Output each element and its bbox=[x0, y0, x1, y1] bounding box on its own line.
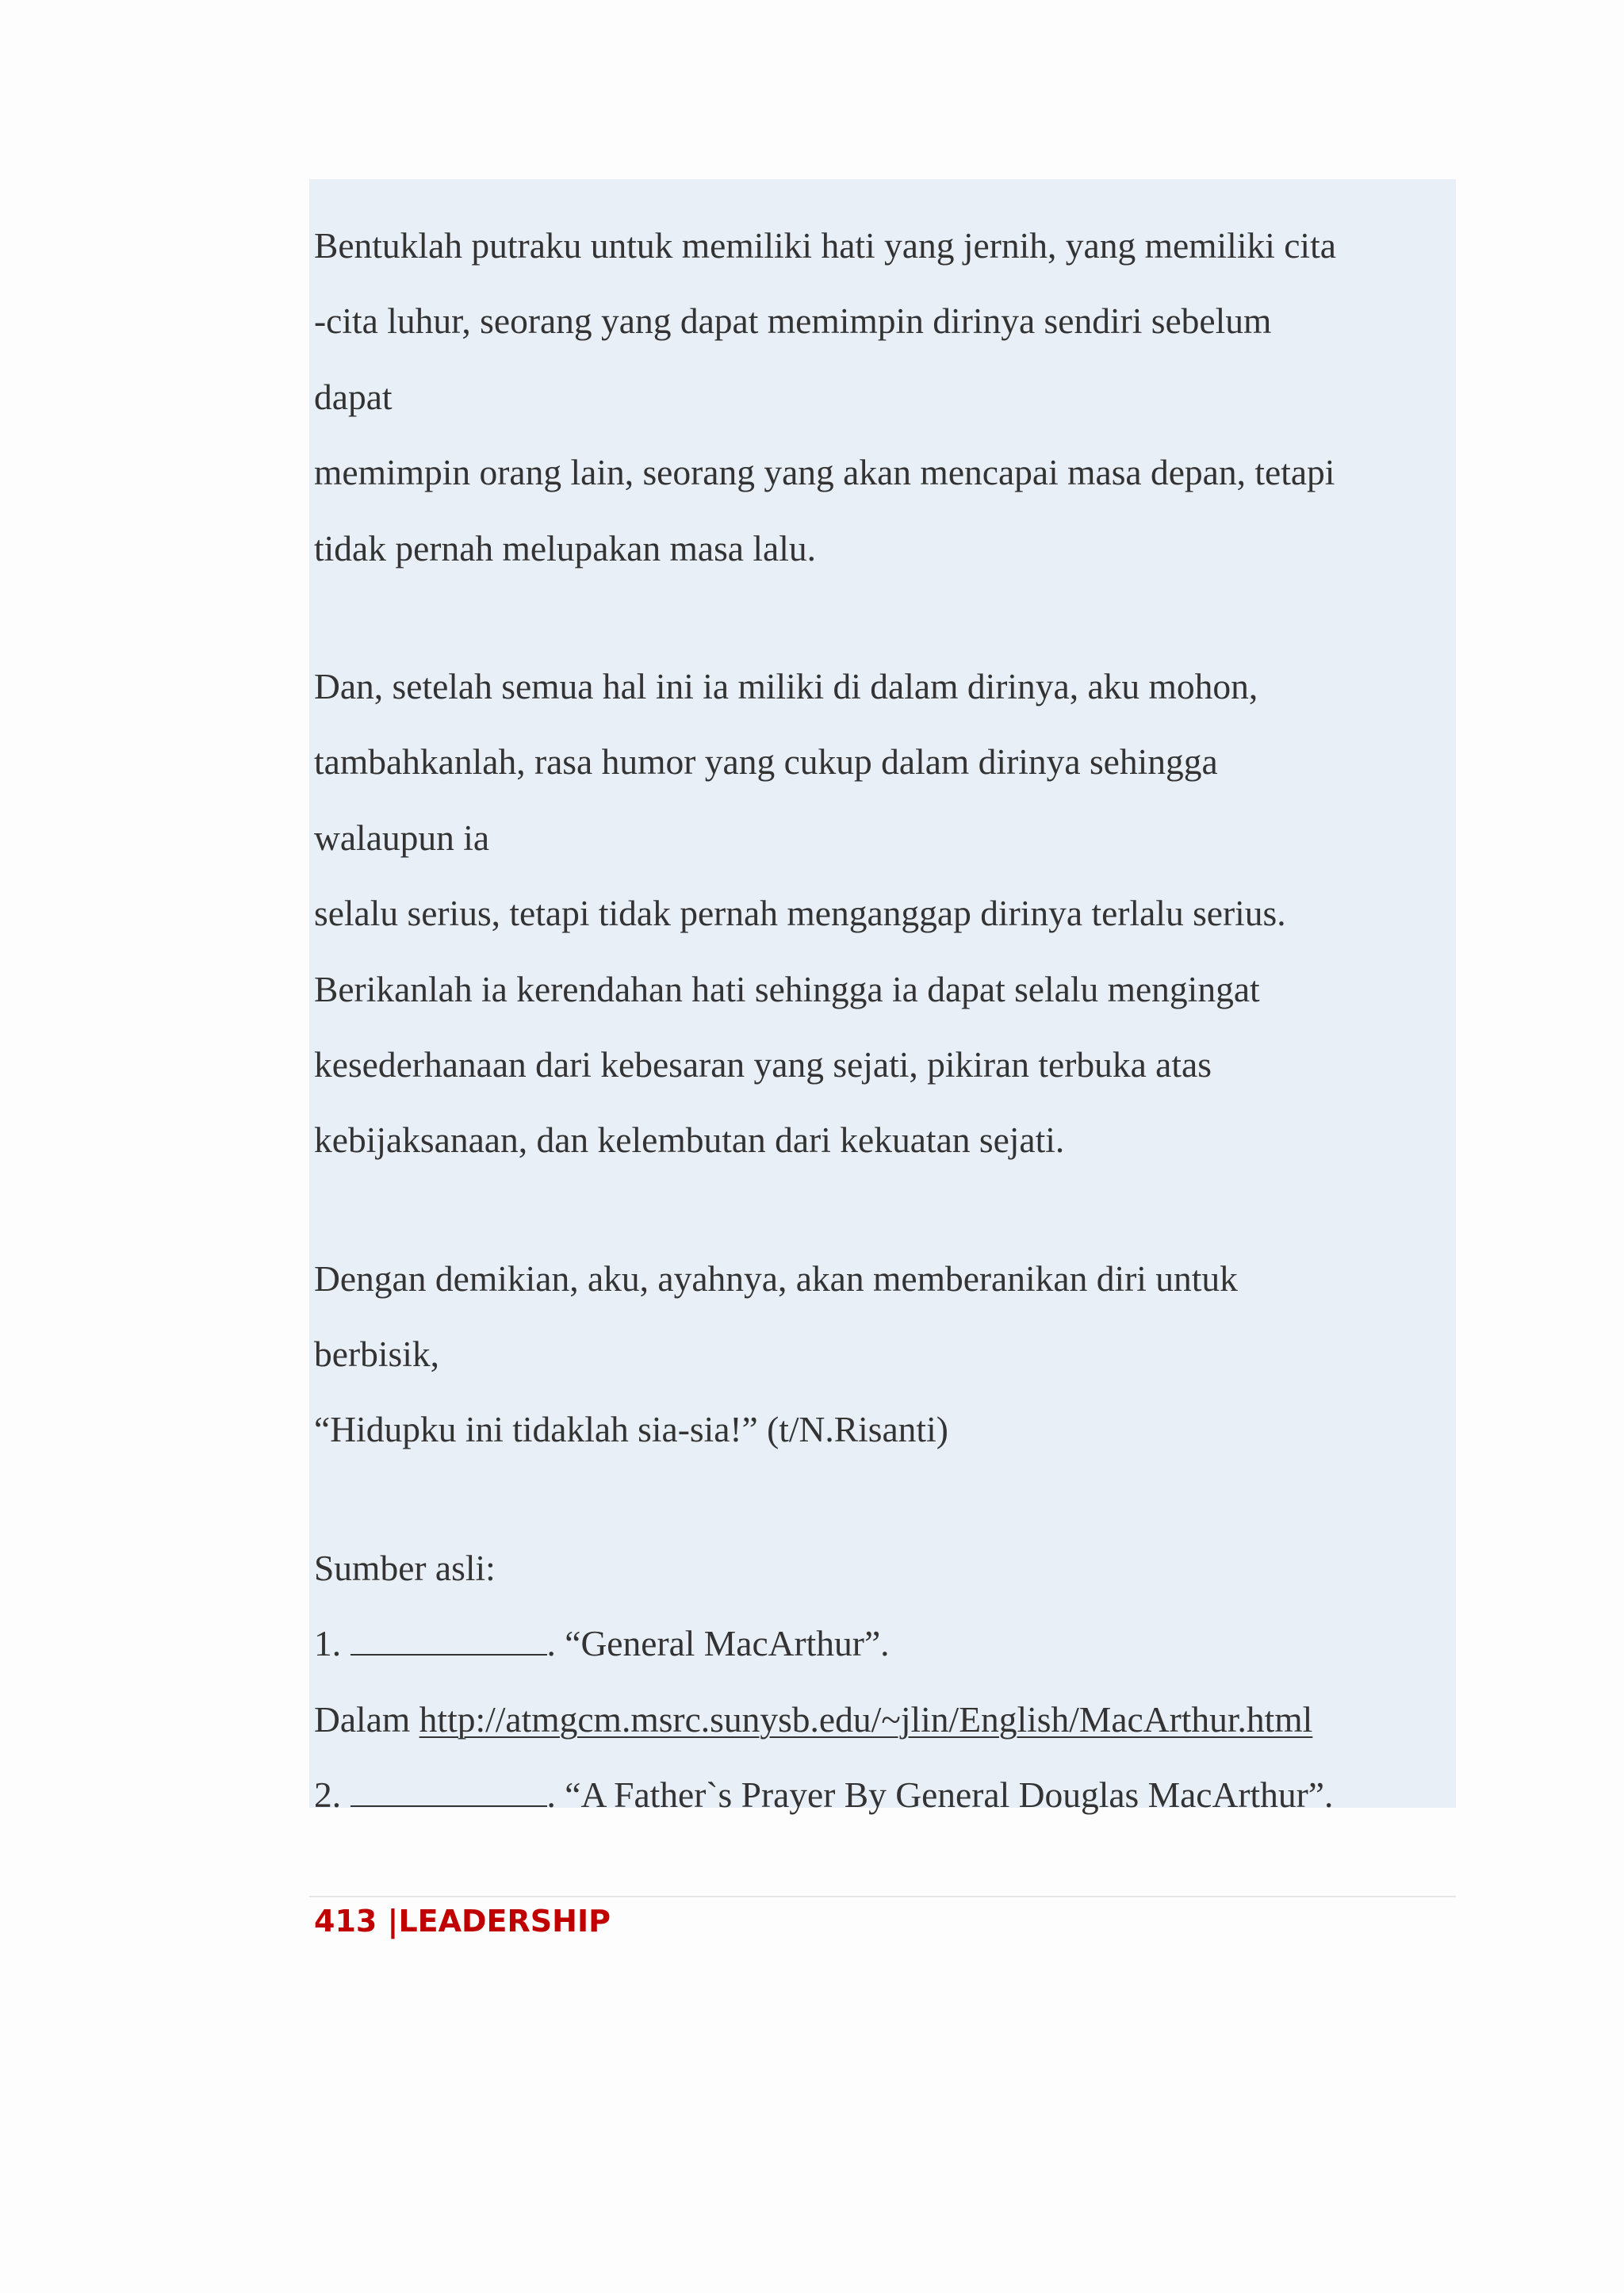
text-line: memimpin orang lain, seorang yang akan mencapai masa depan, tetapi bbox=[314, 452, 1335, 493]
text-line: selalu serius, tetapi tidak pernah menganggap dirinya terlalu serius. bbox=[314, 893, 1286, 934]
text-line: “Hidupku ini tidaklah sia-sia!” (t/N.Risanti) bbox=[314, 1409, 948, 1450]
paragraph-3 bbox=[314, 1241, 1456, 1468]
source-number: 1. bbox=[314, 1623, 342, 1664]
footer-divider bbox=[309, 1896, 1456, 1897]
paragraph-gap bbox=[314, 1468, 1456, 1530]
paragraph-gap bbox=[314, 586, 1456, 649]
footer-section-title: LEADERSHIP bbox=[398, 1904, 611, 1939]
author-blank bbox=[350, 1630, 547, 1656]
text-line: tambahkanlah, rasa humor yang cukup dalam dirinya sehingga bbox=[314, 741, 1218, 783]
sources-heading: Sumber asli: bbox=[314, 1547, 496, 1588]
text-line: Berikanlah ia kerendahan hati sehingga ia dapat selalu mengingat bbox=[314, 968, 1260, 1009]
page-number: 413 bbox=[314, 1904, 377, 1939]
document-body bbox=[314, 208, 1456, 1832]
text-line: kebijaksanaan, dan kelembutan dari kekuatan sejati. bbox=[314, 1120, 1065, 1161]
text-line: Dan, setelah semua hal ini ia miliki di dalam dirinya, aku mohon, bbox=[314, 665, 1258, 706]
author-blank bbox=[350, 1782, 547, 1807]
text-line: berbisik, bbox=[314, 1334, 439, 1375]
source-title: . “General MacArthur”. bbox=[546, 1623, 890, 1664]
source-title: . “A Father`s Prayer By General Douglas MacArthur”. bbox=[546, 1774, 1334, 1816]
paragraph-gap bbox=[314, 1178, 1456, 1241]
source-link-prefix: Dalam bbox=[314, 1698, 419, 1740]
paragraph-2 bbox=[314, 649, 1456, 1178]
text-line: -cita luhur, seorang yang dapat memimpin dirinya sendiri sebelum bbox=[314, 301, 1272, 342]
text-line: dapat bbox=[314, 376, 393, 417]
text-line: walaupun ia bbox=[314, 817, 490, 858]
sources-section bbox=[314, 1530, 1456, 1833]
source-item-2 bbox=[314, 1757, 1456, 1832]
text-line: Dengan demikian, aku, ayahnya, akan memberanikan diri untuk bbox=[314, 1258, 1238, 1299]
page-footer bbox=[314, 1899, 611, 1943]
text-line: Bentuklah putraku untuk memiliki hati yang jernih, yang memiliki cita bbox=[314, 225, 1336, 266]
source-item-1 bbox=[314, 1606, 1456, 1681]
text-line: kesederhanaan dari kebesaran yang sejati, pikiran terbuka atas bbox=[314, 1043, 1212, 1085]
source-number: 2. bbox=[314, 1774, 342, 1816]
footer-separator: | bbox=[377, 1904, 399, 1939]
text-line: tidak pernah melupakan masa lalu. bbox=[314, 527, 816, 568]
paragraph-1 bbox=[314, 208, 1456, 586]
source-link[interactable]: http://atmgcm.msrc.sunysb.edu/~jlin/English/MacArthur.html bbox=[419, 1698, 1313, 1740]
source-link-line bbox=[314, 1682, 1456, 1757]
